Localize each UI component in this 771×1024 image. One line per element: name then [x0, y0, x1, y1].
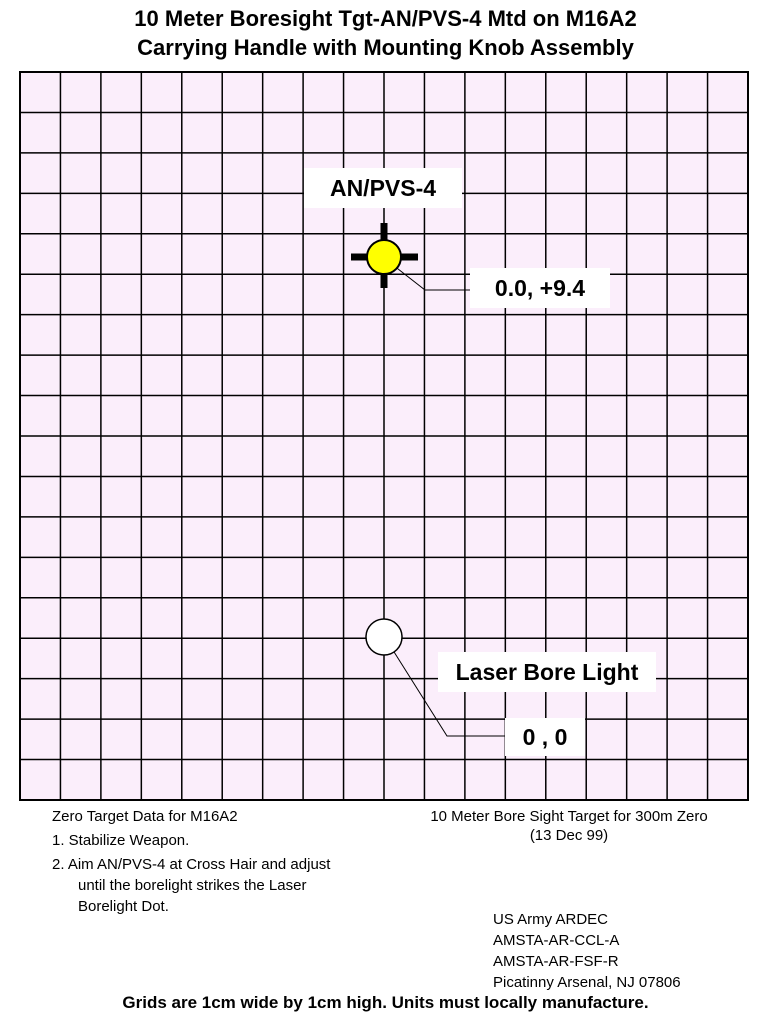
- bore-light-label: Laser Bore Light: [438, 652, 656, 692]
- title-line-1: 10 Meter Boresight Tgt-AN/PVS-4 Mtd on M16A2: [134, 6, 637, 31]
- aim-point-coordinates: 0.0, +9.4: [470, 268, 610, 308]
- notes-step-2-line-3: Borelight Dot.: [78, 898, 169, 915]
- address-line-4: Picatinny Arsenal, NJ 07806: [493, 974, 681, 991]
- notes-step-2-line-1: 2. Aim AN/PVS-4 at Cross Hair and adjust: [52, 856, 331, 873]
- target-description: 10 Meter Bore Sight Target for 300m Zero: [430, 808, 708, 825]
- footer-note: Grids are 1cm wide by 1cm high. Units must locally manufacture.: [122, 993, 649, 1012]
- address-line-2: AMSTA-AR-CCL-A: [493, 932, 620, 949]
- notes-heading: Zero Target Data for M16A2: [52, 808, 238, 825]
- bore-light-dot-icon: [366, 619, 402, 655]
- notes-step-2-line-2: until the borelight strikes the Laser: [78, 877, 307, 894]
- bore-light-coordinates: 0 , 0: [505, 718, 585, 756]
- aim-dot-icon: [367, 240, 401, 274]
- address-line-1: US Army ARDEC: [493, 911, 609, 928]
- aim-point-label: AN/PVS-4: [304, 168, 462, 208]
- address-line-3: AMSTA-AR-FSF-R: [493, 953, 619, 970]
- title-line-2: Carrying Handle with Mounting Knob Assembly: [137, 35, 634, 60]
- target-date: (13 Dec 99): [529, 827, 609, 844]
- notes-step-1: 1. Stabilize Weapon.: [52, 832, 190, 849]
